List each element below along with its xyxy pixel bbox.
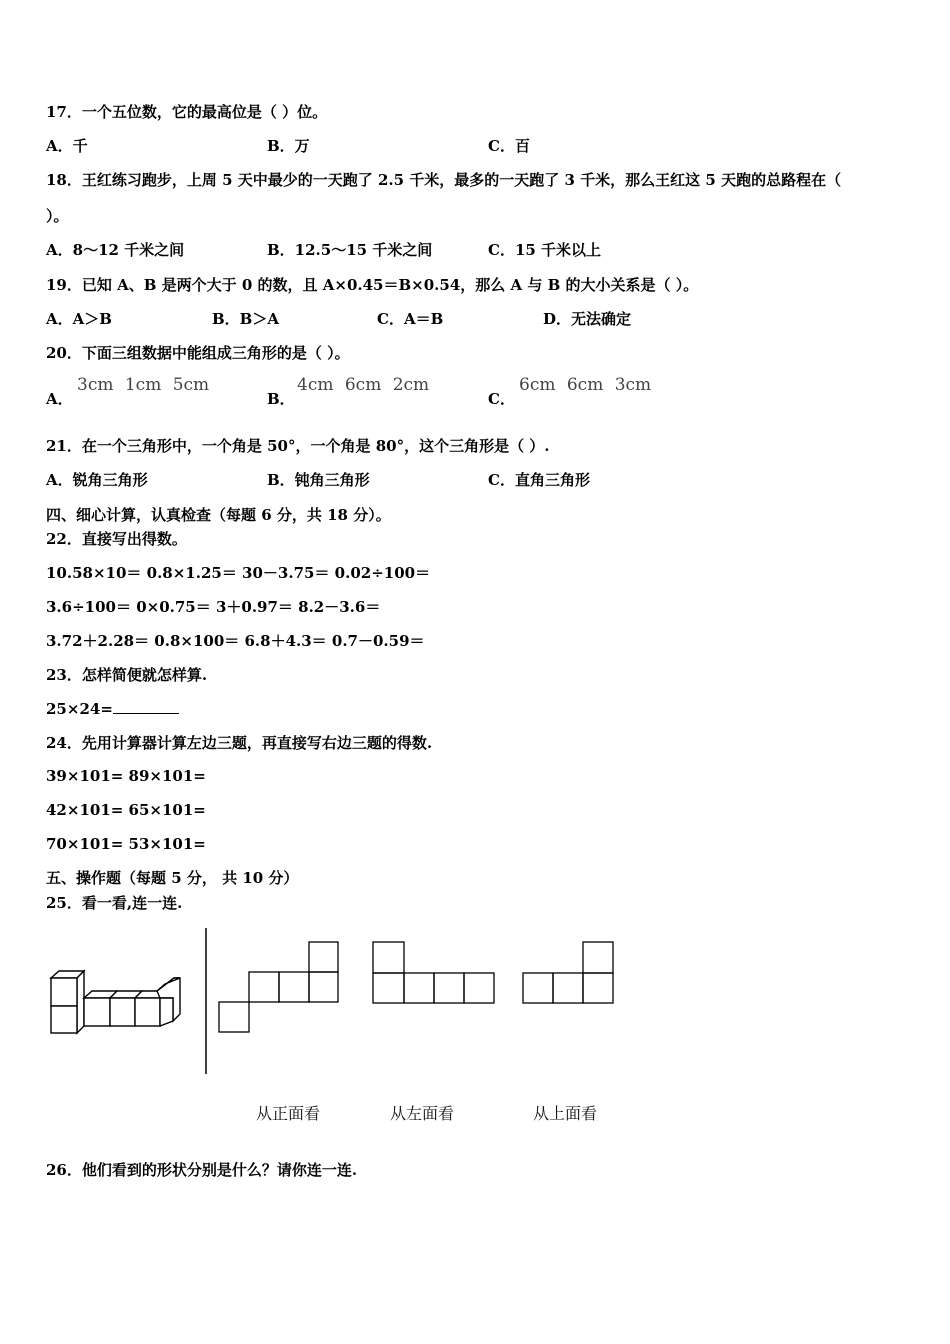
q19-stem: 19．已知 A、B 是两个大于 0 的数，且 A×0.45＝B×0.54，那么 A 与 B 的大小关系是（ ）。 [46, 276, 699, 294]
q19-option-b[interactable]: B．B＞A [212, 310, 279, 328]
q21-stem: 21．在一个三角形中，一个角是 50°，一个角是 80°，这个三角形是（ ）. [46, 437, 550, 455]
q20-option-b-values: 4cm 6cm 2cm [297, 375, 430, 395]
q20-option-a-values: 3cm 1cm 5cm [77, 375, 210, 395]
caption-top-view[interactable]: 从上面看 [533, 1104, 598, 1123]
q21-option-b[interactable]: B．钝角三角形 [267, 471, 370, 489]
q20-option-b-letter[interactable]: B． [267, 390, 295, 408]
q18-stem-line2: ）。 [46, 207, 69, 225]
q20-option-c-values: 6cm 6cm 3cm [519, 375, 652, 395]
q19-option-a[interactable]: A．A＞B [46, 310, 112, 328]
view-figure-2[interactable] [372, 941, 496, 1005]
q20-option-a-letter[interactable]: A． [46, 390, 73, 408]
q22-row-3: 3.72＋2.28＝ 0.8×100＝ 6.8＋4.3＝ 0.7－0.59＝ [46, 632, 425, 650]
q20-option-c-letter[interactable]: C． [488, 390, 515, 408]
view-figure-3[interactable] [522, 941, 615, 1005]
q17-option-b[interactable]: B．万 [267, 137, 310, 155]
q19-option-d[interactable]: D．无法确定 [543, 310, 632, 328]
divider-line [204, 928, 208, 1074]
q18-option-c[interactable]: C．15 千米以上 [488, 241, 602, 259]
caption-left-view[interactable]: 从左面看 [390, 1104, 455, 1123]
q23-expression [46, 699, 179, 719]
q17-option-a[interactable]: A．千 [46, 137, 88, 155]
q18-option-b[interactable]: B．12.5～15 千米之间 [267, 241, 433, 259]
q23-expr-text: 25×24= [46, 700, 113, 718]
q19-option-c[interactable]: C．A＝B [377, 310, 444, 328]
q17-stem: 17．一个五位数，它的最高位是（ ）位。 [46, 103, 328, 121]
q22-row-1: 10.58×10＝ 0.8×1.25＝ 30－3.75＝ 0.02÷100＝ [46, 564, 431, 582]
q24-row-1: 39×101= 89×101= [46, 767, 206, 785]
q18-stem-line1: 18．王红练习跑步，上周 5 天中最少的一天跑了 2.5 千米，最多的一天跑了 3 千米，那么王红这 5 天跑的总路程在（ [46, 171, 842, 189]
q21-option-a[interactable]: A．锐角三角形 [46, 471, 148, 489]
q23-answer-blank[interactable] [113, 699, 179, 714]
q24-row-3: 70×101= 53×101= [46, 835, 206, 853]
q18-option-a[interactable]: A．8～12 千米之间 [46, 241, 185, 259]
section5-heading: 五、操作题（每题 5 分， 共 10 分） [46, 869, 299, 887]
q24-stem: 24．先用计算器计算左边三题，再直接写右边三题的得数. [46, 734, 433, 752]
section4-heading: 四、细心计算，认真检查（每题 6 分，共 18 分）。 [46, 506, 391, 524]
caption-front-view[interactable]: 从正面看 [256, 1104, 321, 1123]
view-figure-1[interactable] [218, 941, 340, 1035]
q22-row-2: 3.6÷100＝ 0×0.75＝ 3＋0.97＝ 8.2－3.6＝ [46, 598, 381, 616]
q24-row-2: 42×101= 65×101= [46, 801, 206, 819]
q25-stem: 25．看一看,连一连. [46, 894, 183, 912]
q20-stem: 20．下面三组数据中能组成三角形的是（ ）。 [46, 344, 350, 362]
q22-stem: 22．直接写出得数。 [46, 530, 187, 548]
q23-stem: 23．怎样简便就怎样算. [46, 666, 208, 684]
q21-option-c[interactable]: C．直角三角形 [488, 471, 590, 489]
q17-option-c[interactable]: C．百 [488, 137, 530, 155]
cube-figure-3d [44, 964, 189, 1040]
q26-stem: 26．他们看到的形状分别是什么？请你连一连. [46, 1161, 358, 1179]
